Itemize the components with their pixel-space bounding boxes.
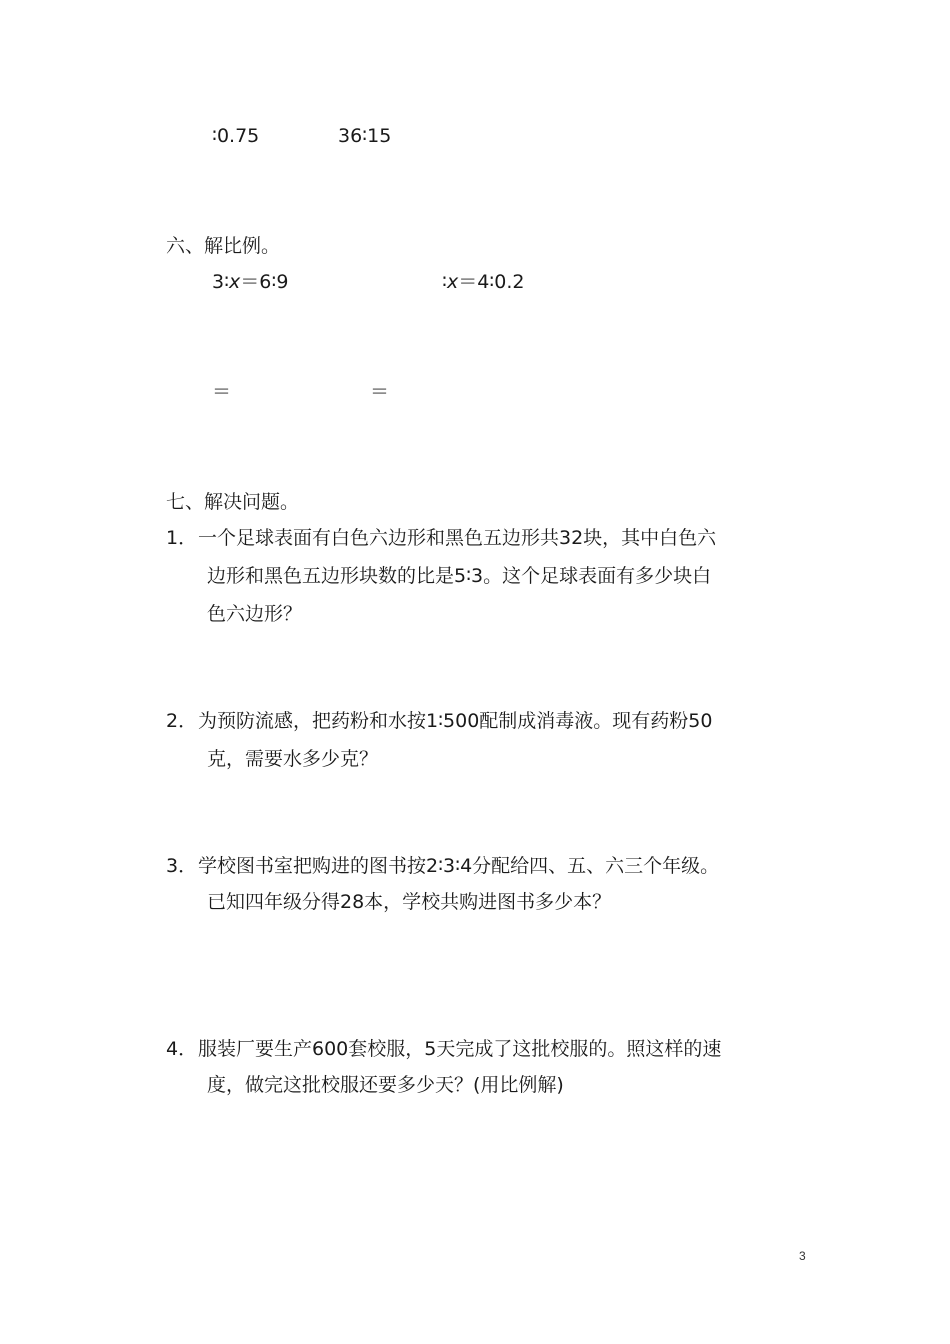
equation-1-variable: x (229, 271, 241, 293)
equation-2-variable: x (446, 271, 459, 293)
problem-2-line-2: 克，需要水多少克？ (207, 748, 379, 770)
problem-2-number: 2． (166, 710, 198, 732)
ratio-expression-a: ∶0.75 (212, 125, 260, 147)
page-number: 3 (799, 1249, 806, 1263)
problem-3-line-1: 学校图书室把购进的图书按2∶3∶4分配给四、五、六三个年级。 (198, 855, 720, 877)
equation-1-right: ＝6∶9 (240, 271, 289, 293)
equation-2-left: ∶ (442, 271, 447, 293)
equation-1-left: 3∶ (212, 271, 230, 293)
problem-1-line-3: 色六边形？ (207, 603, 303, 625)
problem-3-line-2: 已知四年级分得28本，学校共购进图书多少本？ (207, 891, 612, 913)
equation-2-right: ＝4∶0.2 (458, 271, 525, 293)
section-heading-solve-problems: 七、解决问题。 (166, 491, 300, 513)
answer-equals-1: ＝ (212, 381, 232, 403)
proportion-equation-2 (442, 270, 524, 294)
problem-4-number: 4． (166, 1038, 198, 1060)
ratio-expression-b: 36∶15 (338, 125, 392, 147)
problem-1-number: 1． (166, 527, 198, 549)
problem-2-line-1: 为预防流感，把药粉和水按1∶500配制成消毒液。现有药粉50 (198, 710, 713, 732)
problem-1-line-1: 一个足球表面有白色六边形和黑色五边形共32块，其中白色六 (198, 527, 717, 549)
answer-equals-2: ＝ (370, 381, 390, 403)
problem-1-line-2: 边形和黑色五边形块数的比是5∶3。这个足球表面有多少块白 (207, 565, 712, 587)
problem-3-number: 3． (166, 855, 198, 877)
problem-4-line-1: 服装厂要生产600套校服，5天完成了这批校服的。照这样的速 (198, 1038, 722, 1060)
section-heading-solve-proportion: 六、解比例。 (166, 235, 281, 257)
problem-4-line-2: 度，做完这批校服还要多少天？(用比例解) (207, 1074, 564, 1096)
proportion-equation-1 (212, 270, 288, 294)
